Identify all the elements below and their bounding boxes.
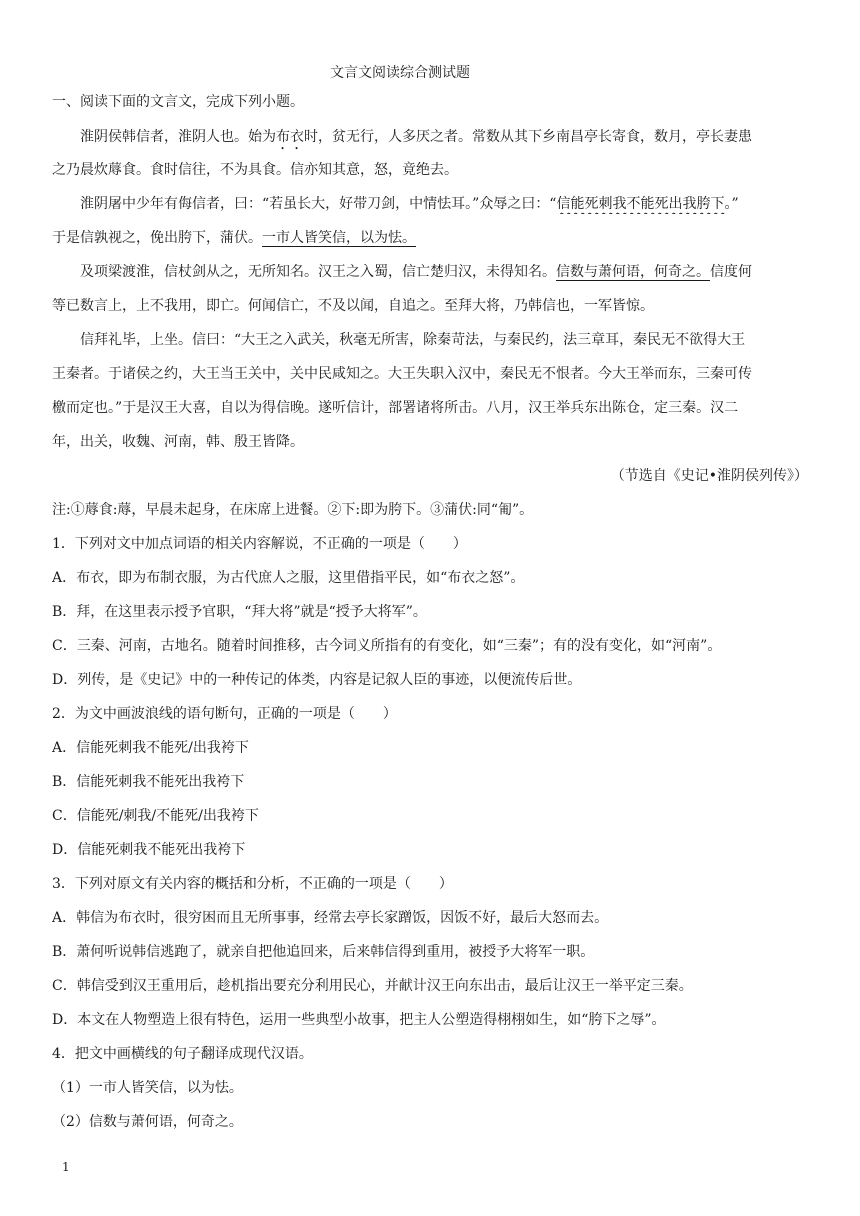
passage-line: 王秦者。于诸侯之约，大王当王关中，关中民咸知之。大王失职入汉中，秦民无不恨者。今大王举而东，三秦可传 — [52, 366, 752, 382]
question-option: A．布衣，即为布制衣服，为古代庶人之服，这里借指平民，如“布衣之怒”。 — [52, 570, 525, 586]
question-option: D．信能死刺我不能死出我袴下 — [52, 842, 246, 858]
question-option: B．萧何听说韩信逃跑了，就亲自把他追回来，后来韩信得到重用，被授予大将军一职。 — [52, 944, 595, 960]
notes: 注:①蓐食:蓐，早晨未起身，在床席上进餐。②下:即为胯下。③蒲伏:同“匍”。 — [52, 502, 534, 518]
passage-line: 信拜礼毕，上坐。信曰：“大王之入武关，秋毫无所害，除秦苛法，与秦民约，法三章耳，秦民无不欲得大王 — [80, 332, 746, 348]
underlined-sentence: 信数与萧何语，何奇之。 — [556, 264, 710, 280]
passage-line: 之乃晨炊蓐食。食时信往，不为具食。信亦知其意，怒，竟绝去。 — [52, 162, 458, 178]
wavy-underlined-sentence: 信能死刺我不能死出我胯下 — [556, 196, 725, 212]
passage-line: 于是信孰视之，俛出胯下，蒲伏。一市人皆笑信，以为怯。 — [52, 230, 416, 246]
passage-line: 淮阴屠中少年有侮信者，曰：“若虽长大，好带刀剑，中情怯耳。”众辱之曰：“信能死刺我不能死出我胯下。” — [80, 196, 739, 212]
passage-line: 淮阴侯韩信者，淮阴人也。始为布衣时，贫无行，人多厌之者。常数从其下乡南昌亭长寄食，数月，亭长妻患 — [80, 129, 752, 145]
question-option: C．三秦、河南，古地名。随着时间推移，古今词义所指有的有变化，如“三秦”；有的没有变化，如“河南”。 — [52, 638, 722, 654]
question-stem: 4．把文中画横线的句子翻译成现代汉语。 — [52, 1046, 313, 1062]
question-stem: 1．下列对文中加点词语的相关内容解说，不正确的一项是（ ） — [52, 536, 467, 552]
question-option: D．列传，是《史记》中的一种传记的体类，内容是记叙人臣的事迹，以便流传后世。 — [52, 672, 582, 688]
section-heading: 一、阅读下面的文言文，完成下列小题。 — [52, 94, 304, 110]
dotted-word: 布衣 — [276, 129, 304, 145]
question-option: B．信能死刺我不能死出我袴下 — [52, 774, 245, 790]
passage-line: 檄而定也。”于是汉王大喜，自以为得信晚。遂听信计，部署诸将所击。八月，汉王举兵东出陈仓，定三秦。汉二 — [52, 400, 739, 416]
question-option: D．本文在人物塑造上很有特色，运用一些典型小故事，把主人公塑造得栩栩如生，如“胯下之辱”。 — [52, 1012, 666, 1028]
page-number: 1 — [62, 1160, 70, 1174]
question-option: C．信能死/刺我/不能死/出我袴下 — [52, 808, 259, 824]
question-option: C．韩信受到汉王重用后，趁机指出要充分利用民心，并献计汉王向东出击，最后让汉王一举平定三秦。 — [52, 978, 693, 994]
passage-line: 年，出关，收魏、河南，韩、殷王皆降。 — [52, 434, 304, 450]
question-option: B．拜，在这里表示授予官职，“拜大将”就是“授予大将军”。 — [52, 604, 427, 620]
source-citation: （节选自《史记•淮阴侯列传》） — [610, 468, 808, 484]
passage-line: 等已数言上，上不我用，即亡。何闻信亡，不及以闻，自追之。至拜大将，乃韩信也，一军皆惊。 — [52, 298, 654, 314]
translation-item: （1）一市人皆笑信，以为怯。 — [52, 1080, 243, 1096]
question-option: A．韩信为布衣时，很穷困而且无所事事，经常去亭长家蹭饭，因饭不好，最后大怒而去。 — [52, 910, 609, 926]
question-option: A．信能死刺我不能死/出我袴下 — [52, 740, 249, 756]
page-title: 文言文阅读综合测试题 — [330, 65, 470, 81]
question-stem: 3．下列对原文有关内容的概括和分析，不正确的一项是（ ） — [52, 876, 453, 892]
underlined-sentence: 一市人皆笑信，以为怯。 — [262, 230, 416, 246]
question-stem: 2．为文中画波浪线的语句断句，正确的一项是（ ） — [52, 706, 397, 722]
passage-line: 及项梁渡淮，信杖剑从之，无所知名。汉王之入蜀，信亡楚归汉，未得知名。信数与萧何语，何奇之。信度何 — [80, 264, 752, 280]
translation-item: （2）信数与萧何语，何奇之。 — [52, 1114, 243, 1130]
